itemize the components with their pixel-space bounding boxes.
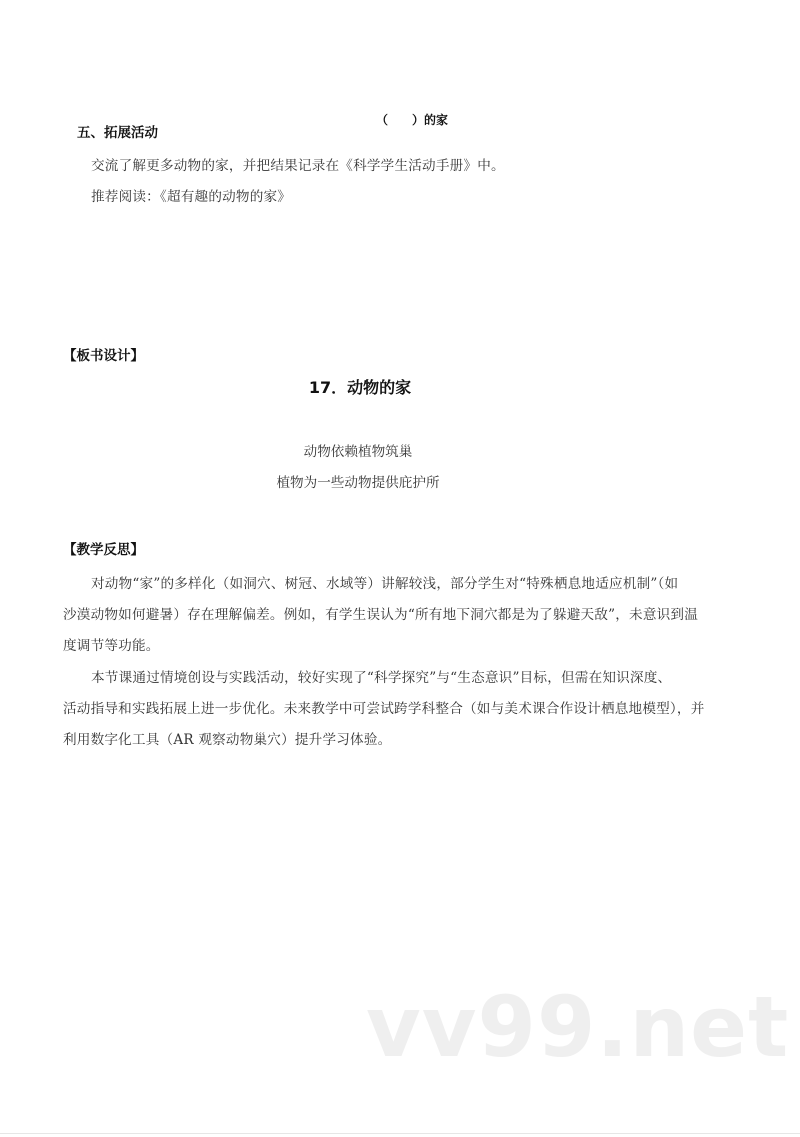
paragraph-line: 沙漠动物如何避暑）存在理解偏差。例如，有学生误认为“所有地下洞穴都是为了躲避天敌”，未意识到温	[63, 607, 699, 623]
floating-label: （ ）的家	[376, 113, 449, 127]
board-line: 植物为一些动物提供庇护所	[276, 475, 440, 491]
paragraph-line: 对动物“家”的多样化（如洞穴、树冠、水域等）讲解较浅，部分学生对“特殊栖息地适应机制”（如	[91, 576, 679, 592]
watermark: vv99.net	[366, 978, 790, 1076]
paragraph: 推荐阅读：《超有趣的动物的家》	[91, 189, 292, 205]
board-line: 动物依赖植物筑巢	[303, 444, 413, 460]
section-heading-extension: 五、拓展活动	[77, 125, 158, 141]
section-heading-reflection: 【教学反思】	[63, 542, 144, 558]
paragraph-line: 度调节等功能。	[63, 638, 160, 654]
page-edge-divider	[0, 1133, 800, 1134]
board-title: 17．动物的家	[308, 378, 412, 397]
section-heading-board-design: 【板书设计】	[63, 348, 144, 364]
paragraph-line: 利用数字化工具（AR 观察动物巢穴）提升学习体验。	[63, 732, 392, 748]
paragraph-line: 本节课通过情境创设与实践活动，较好实现了“科学探究”与“生态意识”目标，但需在知识深度、	[91, 670, 672, 686]
paragraph-line: 活动指导和实践拓展上进一步优化。未来教学中可尝试跨学科整合（如与美术课合作设计栖息地模型），并	[63, 701, 705, 717]
paragraph: 交流了解更多动物的家，并把结果记录在《科学学生活动手册》中。	[91, 158, 505, 174]
